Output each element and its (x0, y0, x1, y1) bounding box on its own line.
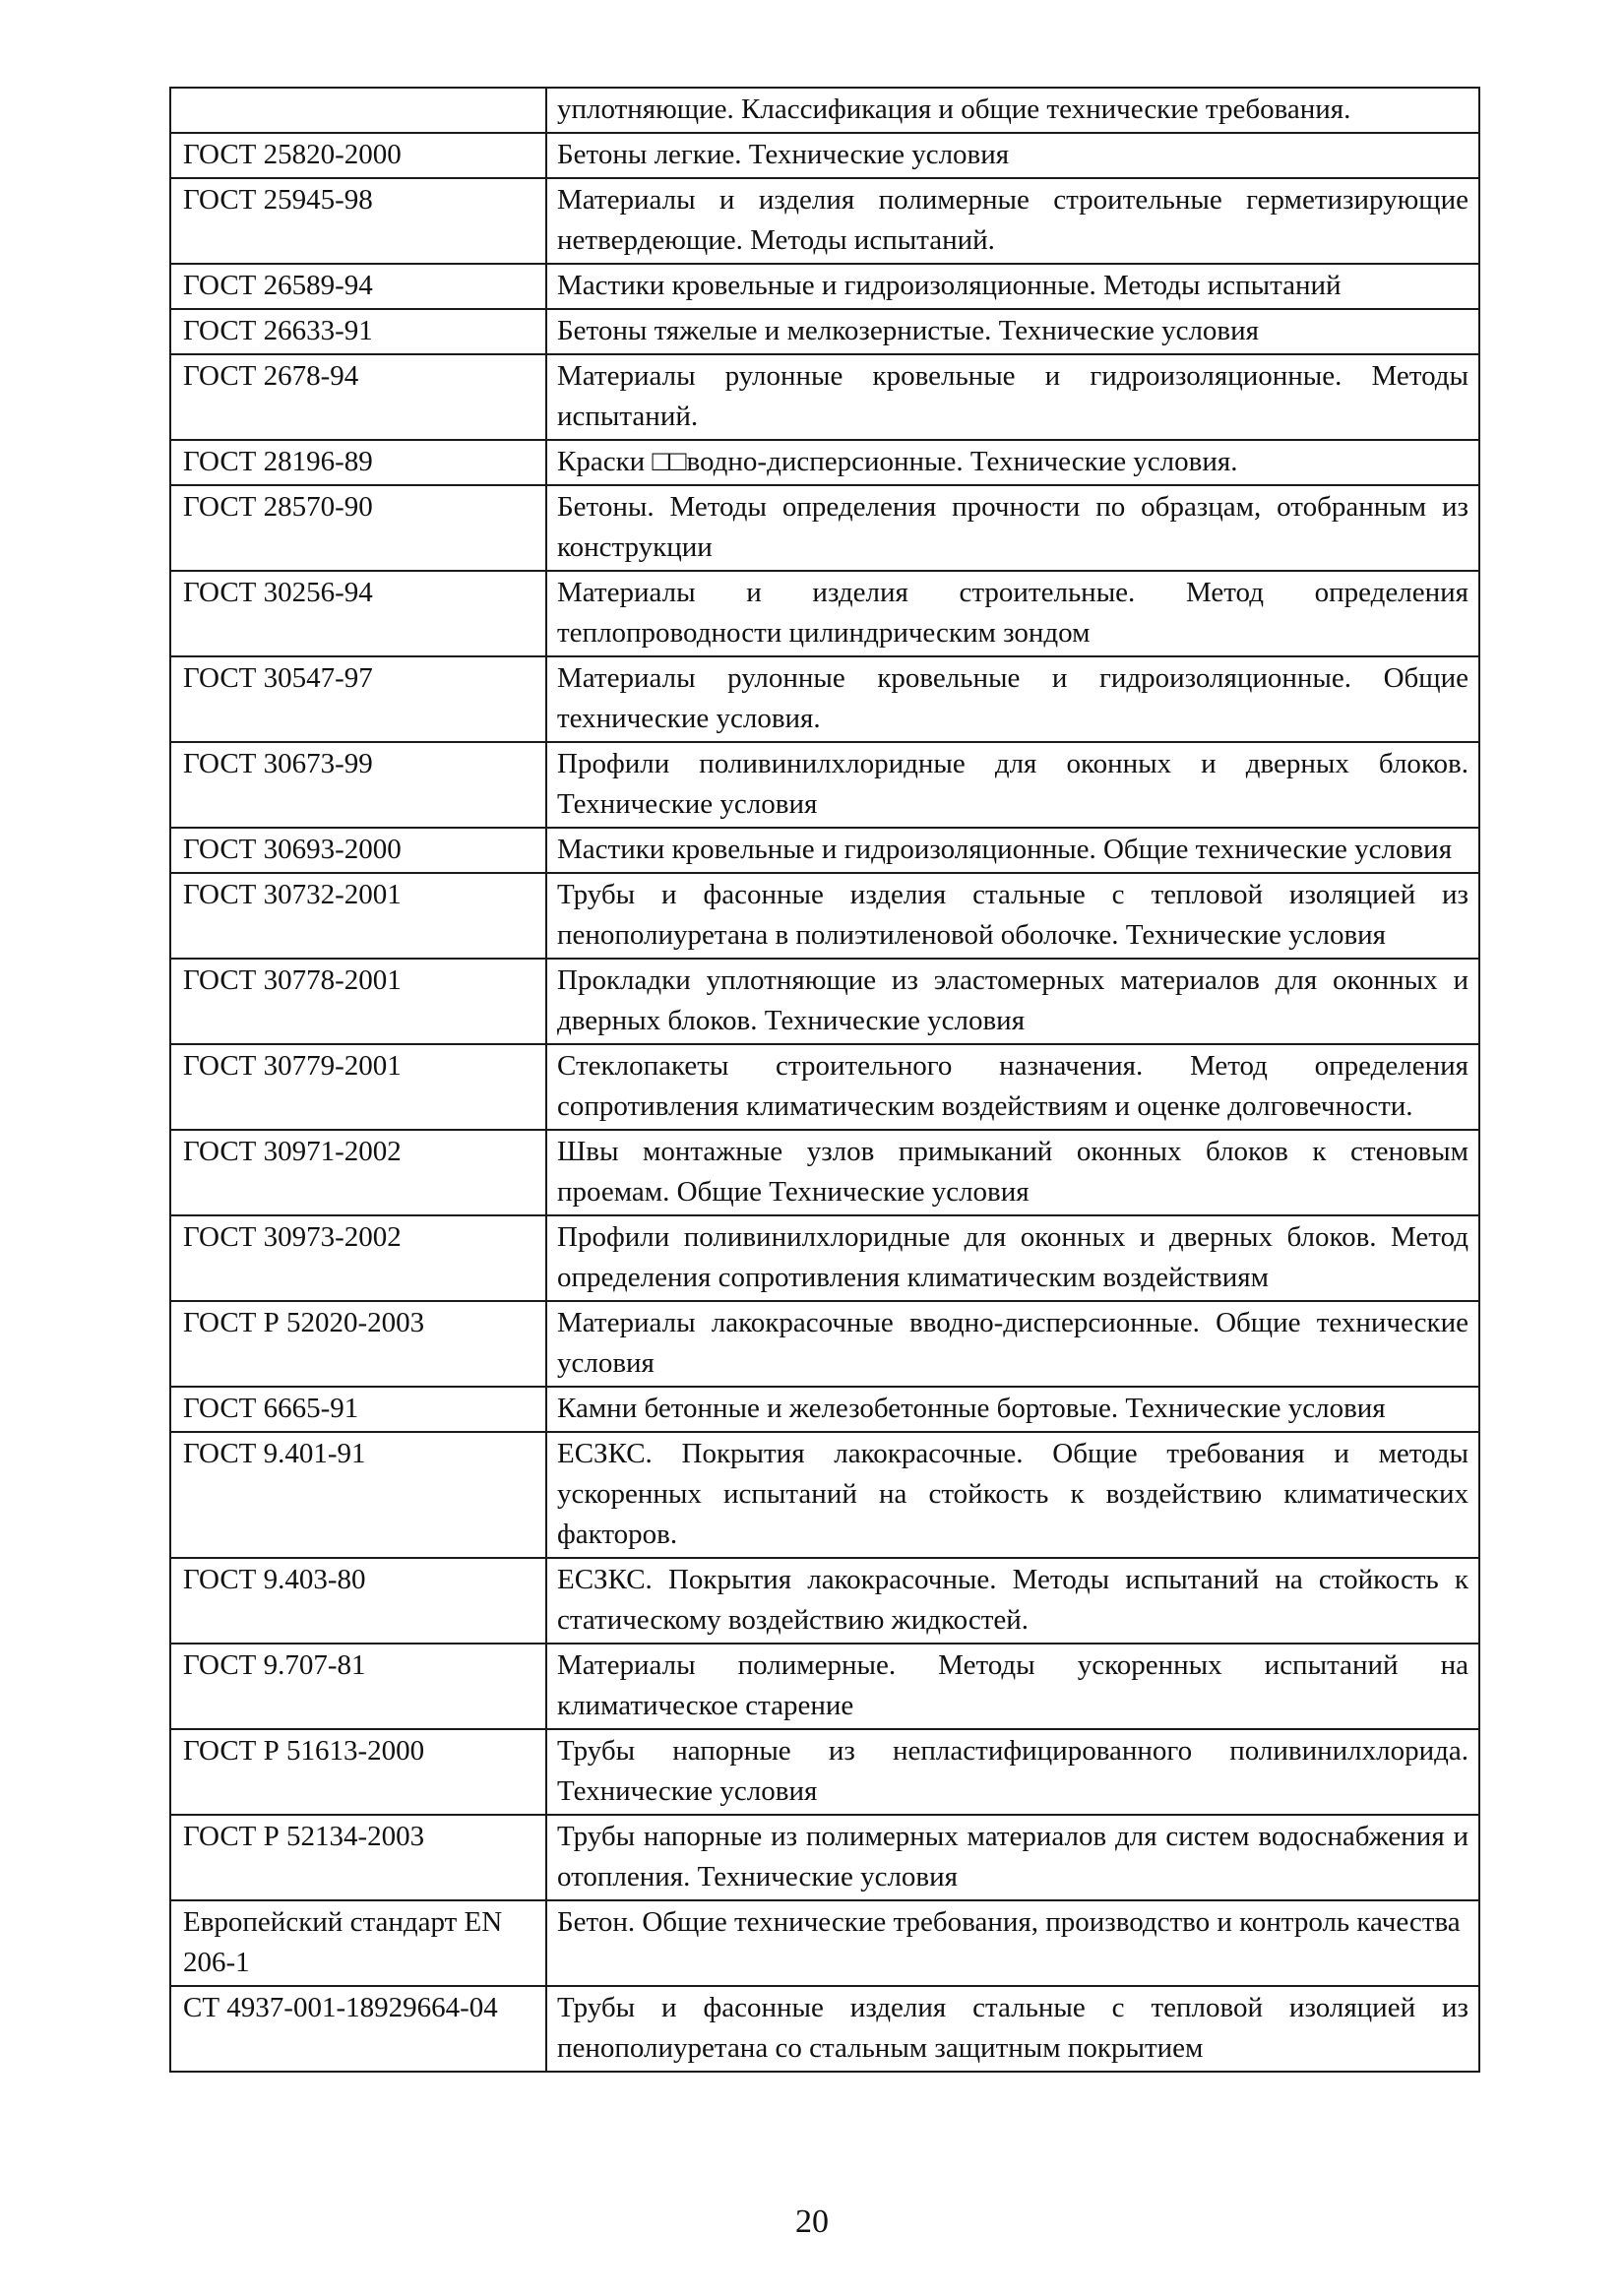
table-row (170, 485, 1479, 571)
standard-code-cell: ГОСТ 26589-94 (170, 264, 546, 309)
standard-title-cell: Стеклопакеты строительного назначения. Метод определения сопротивления климатическим воздействиям и оценке долговечности. (546, 1044, 1479, 1130)
standards-table-body (170, 88, 1479, 2072)
table-row (170, 1558, 1479, 1644)
standard-code-cell: ГОСТ 30973-2002 (170, 1215, 546, 1301)
standard-title-cell: Трубы и фасонные изделия стальные с тепловой изоляцией из пенополиуретана в полиэтиленовой оболочке. Технические условия (546, 873, 1479, 959)
standard-title-cell: Материалы рулонные кровельные и гидроизоляционные. Методы испытаний. (546, 354, 1479, 440)
standard-title-cell: Материалы полимерные. Методы ускоренных испытаний на климатическое старение (546, 1644, 1479, 1729)
table-row (170, 88, 1479, 133)
standard-title-cell: Камни бетонные и железобетонные бортовые. Технические условия (546, 1387, 1479, 1432)
standard-title-cell: Швы монтажные узлов примыканий оконных блоков к стеновым проемам. Общие Технические условия (546, 1130, 1479, 1215)
standard-title-cell: Трубы напорные из полимерных материалов для систем водоснабжения и отопления. Технические условия (546, 1815, 1479, 1900)
standard-title-cell: Мастики кровельные и гидроизоляционные. Методы испытаний (546, 264, 1479, 309)
standard-title-cell: Материалы и изделия строительные. Метод определения теплопроводности цилиндрическим зондом (546, 571, 1479, 656)
table-row (170, 440, 1479, 485)
table-row (170, 1986, 1479, 2072)
table-row (170, 873, 1479, 959)
standard-title-cell: ЕСЗКС. Покрытия лакокрасочные. Методы испытаний на стойкость к статическому воздействию жидкостей. (546, 1558, 1479, 1644)
standard-code-cell: ГОСТ 25945-98 (170, 178, 546, 264)
standard-code-cell: ГОСТ 30971-2002 (170, 1130, 546, 1215)
standard-code-cell: ГОСТ 9.707-81 (170, 1644, 546, 1729)
standard-code-cell: ГОСТ Р 52134-2003 (170, 1815, 546, 1900)
standard-title-cell: Материалы рулонные кровельные и гидроизоляционные. Общие технические условия. (546, 656, 1479, 742)
table-row (170, 1815, 1479, 1900)
standard-title-cell: Бетоны. Методы определения прочности по образцам, отобранным из конструкции (546, 485, 1479, 571)
standard-title-cell: уплотняющие. Классификация и общие технические требования. (546, 88, 1479, 133)
standard-code-cell: СТ 4937-001-18929664-04 (170, 1986, 546, 2072)
table-row (170, 1044, 1479, 1130)
table-row (170, 656, 1479, 742)
standard-code-cell: ГОСТ 30547-97 (170, 656, 546, 742)
standard-title-cell: Прокладки уплотняющие из эластомерных материалов для оконных и дверных блоков. Технические условия (546, 959, 1479, 1044)
standard-code-cell: ГОСТ 6665-91 (170, 1387, 546, 1432)
standard-code-cell: ГОСТ 30256-94 (170, 571, 546, 656)
standard-title-cell: Мастики кровельные и гидроизоляционные. Общие технические условия (546, 828, 1479, 873)
standard-title-cell: Трубы и фасонные изделия стальные с тепловой изоляцией из пенополиуретана со стальным защитным покрытием (546, 1986, 1479, 2072)
standard-title-cell: ЕСЗКС. Покрытия лакокрасочные. Общие требования и методы ускоренных испытаний на стойкость к воздействию климатических факторов. (546, 1432, 1479, 1558)
standard-code-cell: ГОСТ 2678-94 (170, 354, 546, 440)
standard-code-cell: ГОСТ 28570-90 (170, 485, 546, 571)
standard-title-cell: Краски □□водно-дисперсионные. Технические условия. (546, 440, 1479, 485)
table-row (170, 1387, 1479, 1432)
table-row (170, 742, 1479, 828)
table-row (170, 133, 1479, 178)
standard-title-cell: Профили поливинилхлоридные для оконных и дверных блоков. Метод определения сопротивления климатическим воздействиям (546, 1215, 1479, 1301)
standard-title-cell: Бетон. Общие технические требования, производство и контроль качества (546, 1900, 1479, 1986)
standard-code-cell: ГОСТ 30778-2001 (170, 959, 546, 1044)
standards-table (169, 87, 1480, 2073)
table-row (170, 1301, 1479, 1387)
standard-title-cell: Трубы напорные из непластифицированного поливинилхлорида. Технические условия (546, 1729, 1479, 1815)
standard-code-cell: ГОСТ 9.401-91 (170, 1432, 546, 1558)
table-row (170, 571, 1479, 656)
standard-title-cell: Бетоны легкие. Технические условия (546, 133, 1479, 178)
table-row (170, 1729, 1479, 1815)
standard-code-cell: ГОСТ 9.403-80 (170, 1558, 546, 1644)
table-row (170, 828, 1479, 873)
page-number: 20 (795, 2203, 829, 2240)
table-row (170, 1432, 1479, 1558)
standard-code-cell: ГОСТ 28196-89 (170, 440, 546, 485)
standard-code-cell: ГОСТ 25820-2000 (170, 133, 546, 178)
standard-code-cell: ГОСТ Р 52020-2003 (170, 1301, 546, 1387)
standard-title-cell: Бетоны тяжелые и мелкозернистые. Технические условия (546, 309, 1479, 354)
table-row (170, 1130, 1479, 1215)
standard-code-cell: ГОСТ 30673-99 (170, 742, 546, 828)
table-row (170, 309, 1479, 354)
standard-title-cell: Профили поливинилхлоридные для оконных и дверных блоков. Технические условия (546, 742, 1479, 828)
table-row (170, 1900, 1479, 1986)
standard-code-cell: ГОСТ 30732-2001 (170, 873, 546, 959)
standard-code-cell (170, 88, 546, 133)
standard-code-cell: ГОСТ 26633-91 (170, 309, 546, 354)
standard-code-cell: ГОСТ 30693-2000 (170, 828, 546, 873)
standard-code-cell: ГОСТ Р 51613-2000 (170, 1729, 546, 1815)
table-row (170, 1644, 1479, 1729)
table-row (170, 959, 1479, 1044)
table-row (170, 354, 1479, 440)
standard-title-cell: Материалы и изделия полимерные строительные герметизирующие нетвердеющие. Методы испытаний. (546, 178, 1479, 264)
table-row (170, 178, 1479, 264)
table-row (170, 264, 1479, 309)
table-row (170, 1215, 1479, 1301)
standard-title-cell: Материалы лакокрасочные вводно-дисперсионные. Общие технические условия (546, 1301, 1479, 1387)
standard-code-cell: ГОСТ 30779-2001 (170, 1044, 546, 1130)
standard-code-cell: Европейский стандарт EN 206-1 (170, 1900, 546, 1986)
